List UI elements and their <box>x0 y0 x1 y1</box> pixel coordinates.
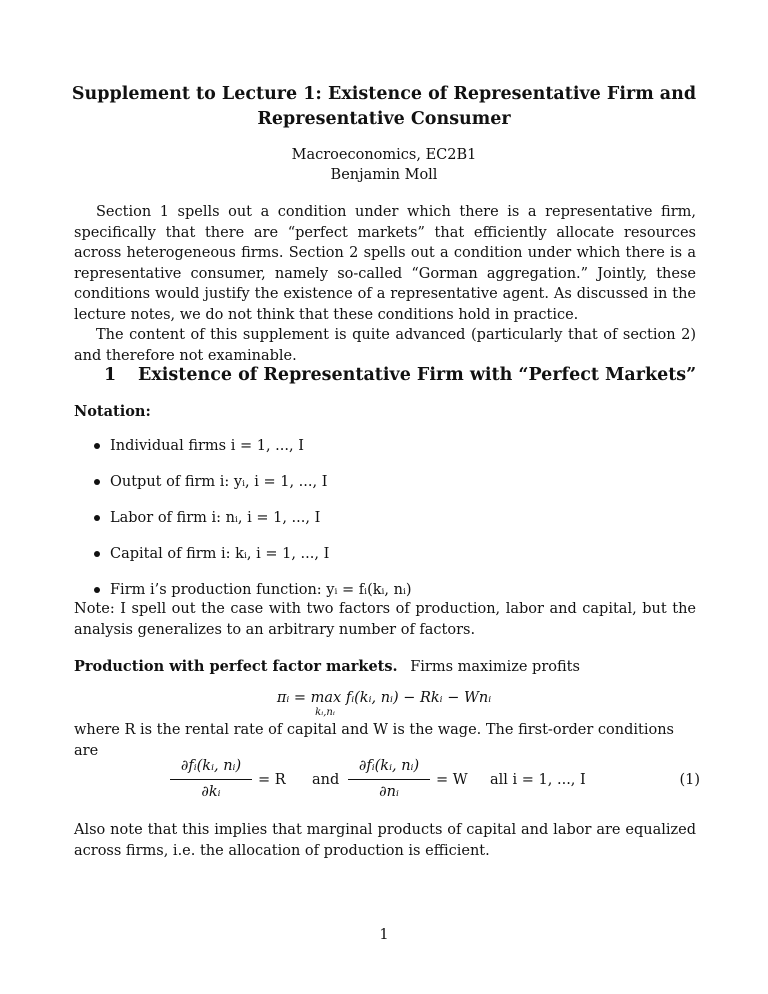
list-item: Individual firms i = 1, ..., I <box>94 436 412 456</box>
equals-w: = W <box>436 772 468 788</box>
page-number: 1 <box>379 927 389 943</box>
production-heading: Production with perfect factor markets. <box>74 658 398 675</box>
equation-label: (1) <box>679 772 700 788</box>
bullet-icon <box>94 515 100 521</box>
bullet-icon <box>94 443 100 449</box>
equals-r: = R <box>258 772 286 788</box>
profit-equation: πᵢ = max fᵢ(kᵢ, nᵢ) − Rkᵢ − Wnᵢ kᵢ,nᵢ <box>0 688 768 723</box>
bullet-icon <box>94 479 100 485</box>
abstract-paragraph-1: Section 1 spells out a condition under which there is a representative firm, specifically that there are “perfect markets” that efficiently allocate resources across heterogeneous firms. Section 2 spells out a condition under which there is a representative consumer, namely so-called “Gorman aggregation.” Jointly, these conditions would justify the existence of a representative agent. As discussed in the lecture notes, we do not think that these conditions hold in practice. <box>74 204 696 323</box>
section-title: Existence of Representative Firm with “Perfect Markets” <box>138 365 697 385</box>
where-text: where R is the rental rate of capital and W is the wage. The first-order conditions are <box>74 722 674 759</box>
efficiency-note: Also note that this implies that marginal products of capital and labor are equalized across firms, i.e. the allocation of production is efficient. <box>74 822 696 859</box>
notation-label: Notation: <box>74 403 151 420</box>
section-1-heading <box>104 363 724 387</box>
index-range: all i = 1, ..., I <box>490 772 586 788</box>
max-subscript: kᵢ,nᵢ <box>315 706 335 718</box>
production-paragraph <box>74 657 696 678</box>
fraction-capital: $\frac{\text{∂fᵢ(kᵢ, nᵢ)}}{\text{∂kᵢ}}$ <box>170 756 252 802</box>
first-order-conditions <box>170 756 700 806</box>
fraction-labor: $\frac{\text{∂fᵢ(kᵢ, nᵢ)}}{\text{∂nᵢ}}$ <box>348 756 430 802</box>
bullet-icon <box>94 551 100 557</box>
list-item: Capital of firm i: kᵢ, i = 1, ..., I <box>94 544 412 564</box>
production-text: Firms maximize profits <box>410 659 580 675</box>
and-word: and <box>312 772 340 788</box>
paper-title: Supplement to Lecture 1: Existence of Representative Firm and Representative Consumer <box>71 84 697 129</box>
list-item: Firm i’s production function: yᵢ = fᵢ(kᵢ, nᵢ) <box>94 580 412 600</box>
list-item: Labor of firm i: nᵢ, i = 1, ..., I <box>94 508 412 528</box>
course-name: Macroeconomics, EC2B1 <box>291 147 477 163</box>
section-number: 1 <box>104 365 117 385</box>
note-paragraph: Note: I spell out the case with two factors of production, labor and capital, but the analysis generalizes to an arbitrary number of factors. <box>74 601 696 638</box>
bullet-icon <box>94 587 100 593</box>
notation-list <box>94 436 412 616</box>
author-name: Benjamin Moll <box>330 167 438 183</box>
list-item: Output of firm i: yᵢ, i = 1, ..., I <box>94 472 412 492</box>
abstract <box>74 202 696 366</box>
abstract-paragraph-2: The content of this supplement is quite advanced (particularly that of section 2) and therefore not examinable. <box>74 327 696 364</box>
author-block <box>60 145 708 185</box>
